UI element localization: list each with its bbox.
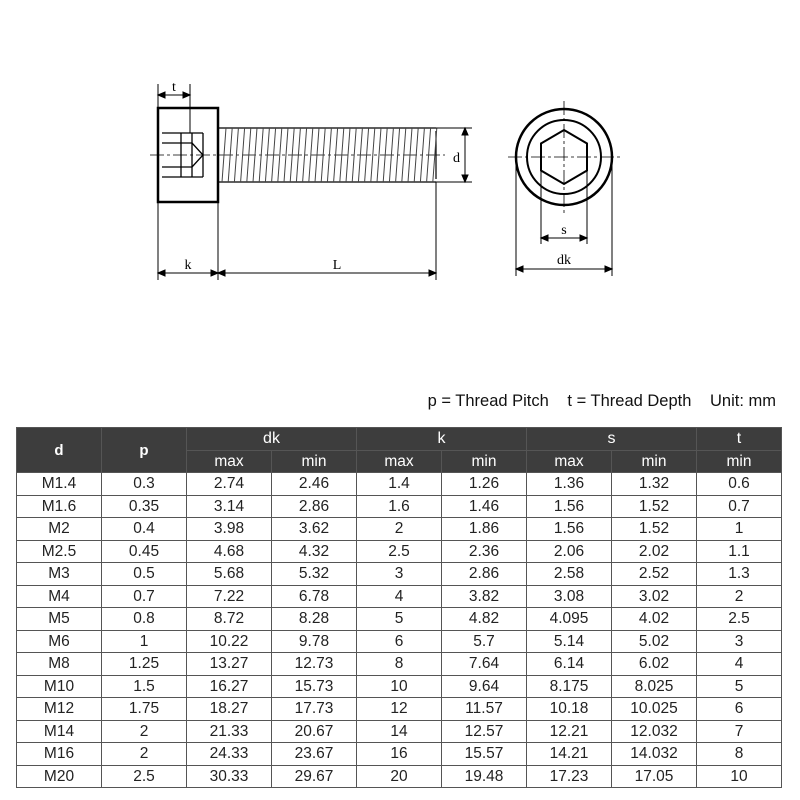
- table-cell: 6: [697, 698, 782, 721]
- table-row: [17, 518, 782, 541]
- label-L: L: [332, 258, 342, 273]
- table-cell: 8: [357, 653, 442, 676]
- table-cell: 17.05: [612, 765, 697, 788]
- table-cell: 7: [697, 720, 782, 743]
- table-cell: 1.86: [442, 518, 527, 541]
- table-cell: 24.33: [187, 743, 272, 766]
- table-cell: 1: [102, 630, 187, 653]
- header-t: t: [697, 428, 782, 451]
- table-cell: 1.26: [442, 473, 527, 496]
- table-cell: 2.86: [272, 495, 357, 518]
- table-row: [17, 540, 782, 563]
- table-cell: 14.032: [612, 743, 697, 766]
- header-dk: dk: [187, 428, 357, 451]
- legend-pitch: p = Thread Pitch: [427, 392, 549, 410]
- table-cell: 8.025: [612, 675, 697, 698]
- table-cell: 2: [102, 720, 187, 743]
- table-cell: 3.82: [442, 585, 527, 608]
- table-row: [17, 585, 782, 608]
- table-cell: 0.5: [102, 563, 187, 586]
- table-cell: 5.02: [612, 630, 697, 653]
- table-cell: 11.57: [442, 698, 527, 721]
- table-cell: 4.32: [272, 540, 357, 563]
- table-cell: 8.28: [272, 608, 357, 631]
- table-cell: M12: [17, 698, 102, 721]
- header-dk-min: min: [272, 451, 357, 473]
- table-cell: 7.64: [442, 653, 527, 676]
- table-cell: 6: [357, 630, 442, 653]
- table-cell: 2.58: [527, 563, 612, 586]
- table-cell: 0.4: [102, 518, 187, 541]
- table-cell: 0.6: [697, 473, 782, 496]
- label-d: d: [453, 151, 460, 166]
- table-cell: M10: [17, 675, 102, 698]
- header-d: d: [17, 428, 102, 473]
- screw-side-view: [150, 108, 445, 202]
- table-body: [17, 473, 782, 788]
- header-k-min: min: [442, 451, 527, 473]
- table-cell: 30.33: [187, 765, 272, 788]
- table-cell: M2: [17, 518, 102, 541]
- table-cell: 2.5: [697, 608, 782, 631]
- table-cell: 12: [357, 698, 442, 721]
- table-cell: M16: [17, 743, 102, 766]
- table-row: [17, 473, 782, 496]
- table-cell: 3: [697, 630, 782, 653]
- table-cell: 15.57: [442, 743, 527, 766]
- table-row: [17, 630, 782, 653]
- label-s: s: [561, 223, 567, 238]
- table-cell: 0.7: [102, 585, 187, 608]
- table-cell: 5.7: [442, 630, 527, 653]
- dimension-k-L: [158, 182, 436, 280]
- table-cell: 1.6: [357, 495, 442, 518]
- header-s-max: max: [527, 451, 612, 473]
- table-cell: 2: [357, 518, 442, 541]
- table-cell: 7.22: [187, 585, 272, 608]
- table-cell: 1.32: [612, 473, 697, 496]
- table-row: [17, 765, 782, 788]
- table-cell: M1.6: [17, 495, 102, 518]
- table-cell: 1.56: [527, 495, 612, 518]
- label-t: t: [172, 80, 176, 95]
- table-cell: 12.73: [272, 653, 357, 676]
- table-cell: 1.3: [697, 563, 782, 586]
- table-cell: 12.032: [612, 720, 697, 743]
- table-cell: 9.78: [272, 630, 357, 653]
- table-cell: 18.27: [187, 698, 272, 721]
- table-cell: 16: [357, 743, 442, 766]
- table-cell: 12.57: [442, 720, 527, 743]
- table-cell: 1: [697, 518, 782, 541]
- legend-depth: t = Thread Depth: [567, 392, 692, 410]
- table-cell: 17.23: [527, 765, 612, 788]
- table-cell: 1.1: [697, 540, 782, 563]
- table-cell: 20: [357, 765, 442, 788]
- table-cell: 0.35: [102, 495, 187, 518]
- table-cell: 1.4: [357, 473, 442, 496]
- header-k-max: max: [357, 451, 442, 473]
- header-p: p: [102, 428, 187, 473]
- header-k: k: [357, 428, 527, 451]
- table-cell: 6.14: [527, 653, 612, 676]
- table-cell: 10: [697, 765, 782, 788]
- table-cell: 2.52: [612, 563, 697, 586]
- screw-end-view: [508, 101, 620, 214]
- table-cell: 4.095: [527, 608, 612, 631]
- table-cell: 13.27: [187, 653, 272, 676]
- table-cell: 17.73: [272, 698, 357, 721]
- table-cell: 5: [697, 675, 782, 698]
- table-cell: 19.48: [442, 765, 527, 788]
- table-cell: 14: [357, 720, 442, 743]
- label-dk: dk: [557, 253, 571, 268]
- table-cell: 0.45: [102, 540, 187, 563]
- legend-unit: Unit: mm: [710, 392, 776, 410]
- screw-technical-drawing: [0, 0, 800, 300]
- table-cell: 8.72: [187, 608, 272, 631]
- dimension-table: [16, 427, 782, 788]
- table-cell: 0.8: [102, 608, 187, 631]
- table-cell: 23.67: [272, 743, 357, 766]
- table-cell: 0.7: [697, 495, 782, 518]
- table-cell: 12.21: [527, 720, 612, 743]
- table-cell: 1.36: [527, 473, 612, 496]
- table-cell: 3.08: [527, 585, 612, 608]
- table-cell: M3: [17, 563, 102, 586]
- table-cell: 4.68: [187, 540, 272, 563]
- table-cell: 2.74: [187, 473, 272, 496]
- table-row: [17, 495, 782, 518]
- table-cell: 2.06: [527, 540, 612, 563]
- table-cell: 2.86: [442, 563, 527, 586]
- table-cell: 2: [697, 585, 782, 608]
- table-cell: 8.175: [527, 675, 612, 698]
- table-cell: 10.025: [612, 698, 697, 721]
- table-row: [17, 675, 782, 698]
- table-row: [17, 653, 782, 676]
- table-cell: 1.75: [102, 698, 187, 721]
- table-row: [17, 608, 782, 631]
- table-cell: 3.14: [187, 495, 272, 518]
- table-cell: 1.52: [612, 518, 697, 541]
- table-cell: 3: [357, 563, 442, 586]
- table-cell: M14: [17, 720, 102, 743]
- legend: [0, 392, 776, 411]
- table-cell: 8: [697, 743, 782, 766]
- table-cell: 10.18: [527, 698, 612, 721]
- table-cell: M5: [17, 608, 102, 631]
- table-cell: 1.46: [442, 495, 527, 518]
- table-cell: 4.82: [442, 608, 527, 631]
- table-row: [17, 743, 782, 766]
- table-cell: 5: [357, 608, 442, 631]
- table-cell: 4.02: [612, 608, 697, 631]
- table-cell: 4: [697, 653, 782, 676]
- table-cell: 2.5: [102, 765, 187, 788]
- table-cell: 3.02: [612, 585, 697, 608]
- table-cell: 2.36: [442, 540, 527, 563]
- table-cell: 1.56: [527, 518, 612, 541]
- table-cell: 5.68: [187, 563, 272, 586]
- table-cell: 9.64: [442, 675, 527, 698]
- table-cell: 29.67: [272, 765, 357, 788]
- table-cell: 1.25: [102, 653, 187, 676]
- table-cell: 10.22: [187, 630, 272, 653]
- table-cell: M4: [17, 585, 102, 608]
- table-cell: 20.67: [272, 720, 357, 743]
- header-t-min: min: [697, 451, 782, 473]
- table-cell: M2.5: [17, 540, 102, 563]
- table-cell: M1.4: [17, 473, 102, 496]
- header-dk-max: max: [187, 451, 272, 473]
- header-s-min: min: [612, 451, 697, 473]
- table-cell: 4: [357, 585, 442, 608]
- table-cell: M6: [17, 630, 102, 653]
- table-cell: 1.5: [102, 675, 187, 698]
- table-cell: 15.73: [272, 675, 357, 698]
- table-cell: 21.33: [187, 720, 272, 743]
- table-cell: 2.46: [272, 473, 357, 496]
- table-cell: 16.27: [187, 675, 272, 698]
- table-cell: 5.14: [527, 630, 612, 653]
- table-row: [17, 698, 782, 721]
- table-cell: 6.78: [272, 585, 357, 608]
- table-cell: M8: [17, 653, 102, 676]
- table-row: [17, 720, 782, 743]
- table-row: [17, 563, 782, 586]
- table-cell: 3.62: [272, 518, 357, 541]
- table-cell: 3.98: [187, 518, 272, 541]
- table-cell: 0.3: [102, 473, 187, 496]
- table-cell: 1.52: [612, 495, 697, 518]
- table-cell: 2: [102, 743, 187, 766]
- header-s: s: [527, 428, 697, 451]
- table-cell: 6.02: [612, 653, 697, 676]
- label-k: k: [184, 258, 192, 273]
- table-cell: M20: [17, 765, 102, 788]
- table-cell: 2.02: [612, 540, 697, 563]
- table-cell: 5.32: [272, 563, 357, 586]
- table-cell: 10: [357, 675, 442, 698]
- table-cell: 2.5: [357, 540, 442, 563]
- table-cell: 14.21: [527, 743, 612, 766]
